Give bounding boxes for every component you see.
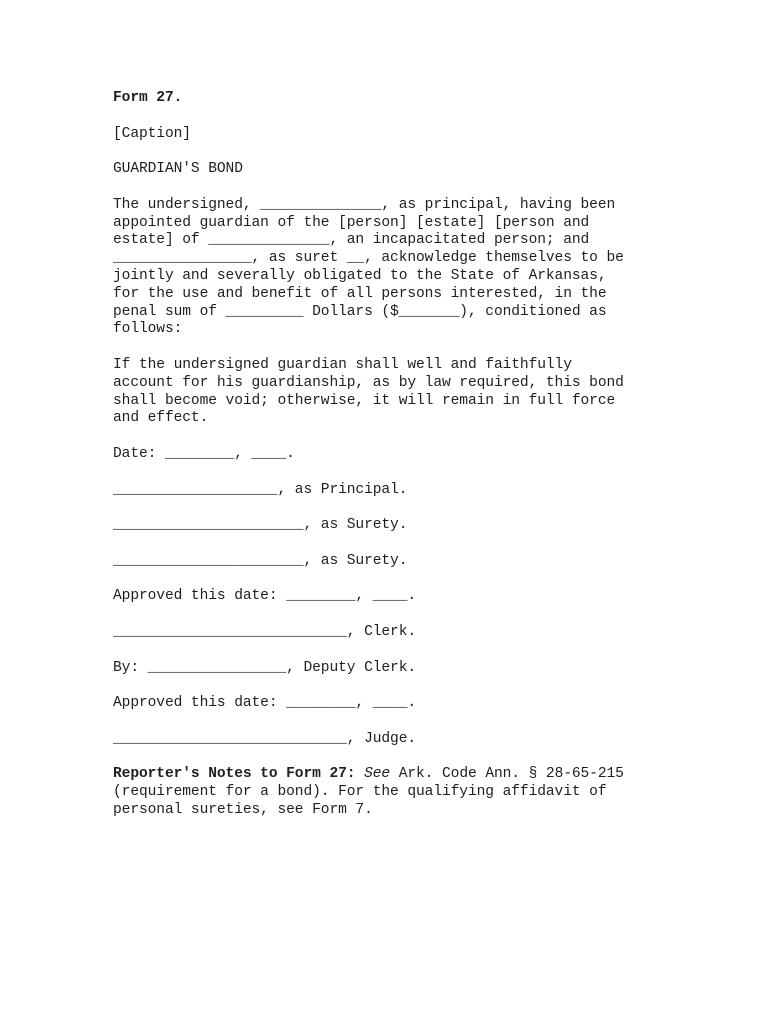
document-page xyxy=(113,90,713,820)
approved-date-line-1: Approved this date: ________, ____. xyxy=(113,588,417,605)
body-line: for the use and benefit of all persons interested, in the xyxy=(113,285,607,302)
body-line: jointly and severally obligated to the State of Arkansas, xyxy=(113,267,607,284)
condition-paragraph xyxy=(113,357,713,428)
date-line: Date: ________, ____. xyxy=(113,445,295,462)
notes-line-2: (requirement for a bond). For the qualifying affidavit of xyxy=(113,784,607,801)
notes-colon: : xyxy=(346,766,365,783)
condition-line: account for his guardianship, as by law required, this bond xyxy=(113,374,624,391)
body-line: follows: xyxy=(113,321,183,338)
principal-signature-line: ___________________, as Principal. xyxy=(113,481,408,498)
bond-body-paragraph xyxy=(113,197,713,339)
caption-placeholder: [Caption] xyxy=(113,125,191,142)
condition-line: shall become void; otherwise, it will remain in full force xyxy=(113,392,616,409)
approved-date-line-2: Approved this date: ________, ____. xyxy=(113,695,417,712)
body-line: ________________, as suret __, acknowledge themselves to be xyxy=(113,250,624,267)
bond-heading: GUARDIAN'S BOND xyxy=(113,161,243,178)
judge-signature-line: ___________________________, Judge. xyxy=(113,730,417,747)
notes-line-3: personal sureties, see Form 7. xyxy=(113,801,373,818)
body-line: penal sum of _________ Dollars ($_______), conditioned as xyxy=(113,303,607,320)
surety-signature-line-2: ______________________, as Surety. xyxy=(113,552,408,569)
reporters-notes xyxy=(113,766,713,819)
surety-signature-line-1: ______________________, as Surety. xyxy=(113,517,408,534)
notes-heading: Reporter's Notes to Form 27 xyxy=(113,766,347,783)
condition-line: If the undersigned guardian shall well and faithfully xyxy=(113,356,572,373)
body-line: estate] of ______________, an incapacitated person; and xyxy=(113,232,590,249)
body-line: The undersigned, ______________, as principal, having been xyxy=(113,196,616,213)
deputy-clerk-line: By: ________________, Deputy Clerk. xyxy=(113,659,417,676)
body-line: appointed guardian of the [person] [estate] [person and xyxy=(113,214,590,231)
notes-line-1 xyxy=(113,766,713,784)
notes-citation: Ark. Code Ann. § 28-65-215 xyxy=(390,766,624,783)
clerk-signature-line: ___________________________, Clerk. xyxy=(113,623,417,640)
notes-see: See xyxy=(364,766,391,783)
condition-line: and effect. xyxy=(113,410,209,427)
form-title: Form 27. xyxy=(113,90,183,106)
